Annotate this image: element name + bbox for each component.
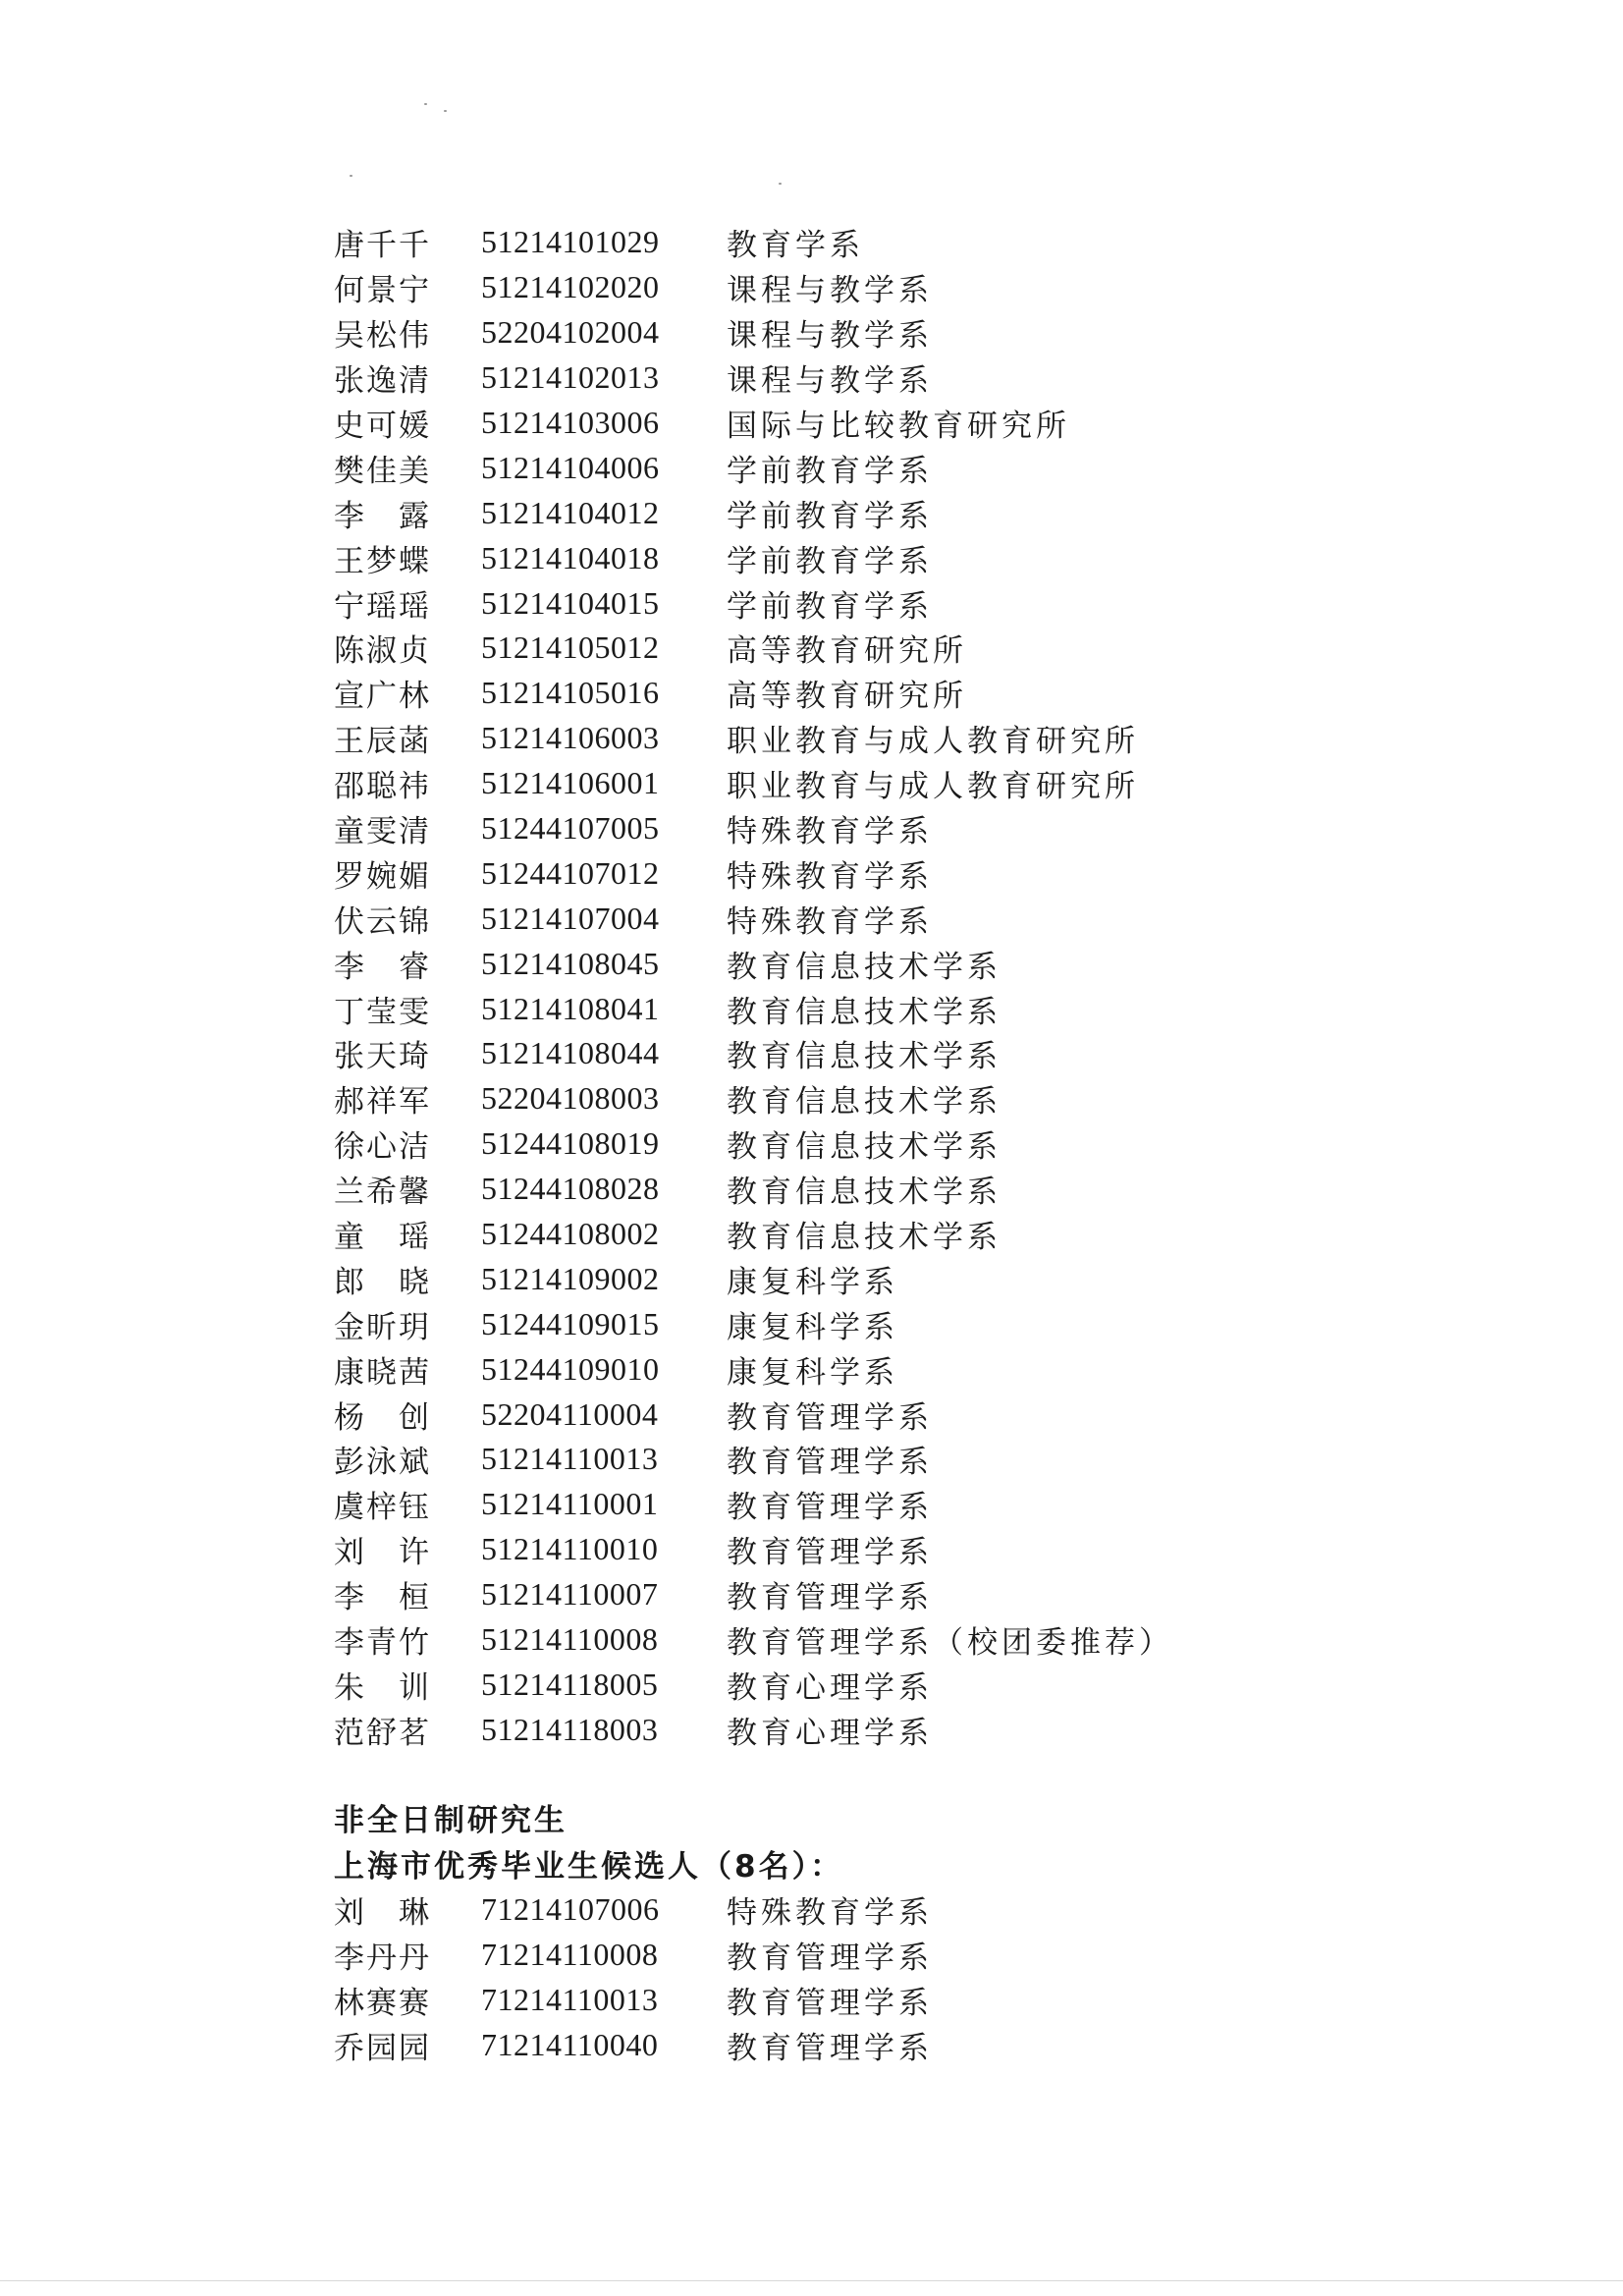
student-id: 51244107005 xyxy=(481,810,660,847)
student-id: 51214105016 xyxy=(481,675,660,711)
student-name: 王辰菡 xyxy=(334,724,431,760)
student-name: 李青竹 xyxy=(334,1625,431,1662)
department: 学前教育学系 xyxy=(727,453,933,489)
list-item xyxy=(334,445,1414,490)
student-id: 51214105012 xyxy=(481,629,660,666)
list-item xyxy=(334,310,1414,355)
student-name: 范舒茗 xyxy=(334,1715,431,1751)
student-name: 刘 琳 xyxy=(334,1895,431,1932)
student-name: 张逸清 xyxy=(334,363,431,400)
student-name: 乔园园 xyxy=(334,2031,431,2067)
department: 教育信息技术学系 xyxy=(727,1039,1001,1075)
student-name: 罗婉媚 xyxy=(334,858,431,895)
full-time-candidate-list xyxy=(334,220,1414,1752)
student-name: 刘 许 xyxy=(334,1535,431,1571)
student-id: 51214102020 xyxy=(481,269,660,305)
student-id: 51214110008 xyxy=(481,1621,659,1658)
list-item xyxy=(334,1167,1414,1212)
department: 特殊教育学系 xyxy=(727,1895,933,1932)
list-item xyxy=(334,1346,1414,1392)
department: 教育管理学系 xyxy=(727,1535,933,1571)
department: 课程与教学系 xyxy=(727,363,933,400)
list-item xyxy=(334,761,1414,806)
student-id: 51214118003 xyxy=(481,1711,659,1747)
student-id: 51214110010 xyxy=(481,1531,659,1567)
department: 教育管理学系 xyxy=(727,1490,933,1526)
department: 教育管理学系 xyxy=(727,1399,933,1436)
department: 特殊教育学系 xyxy=(727,814,933,850)
student-id: 51214107004 xyxy=(481,900,660,936)
student-id: 51214106003 xyxy=(481,720,660,756)
department: 职业教育与成人教育研究所 xyxy=(727,724,1139,760)
student-id: 51244109015 xyxy=(481,1305,660,1341)
department: 职业教育与成人教育研究所 xyxy=(727,769,1139,805)
student-id: 51214101029 xyxy=(481,224,660,260)
department: 高等教育研究所 xyxy=(727,633,967,670)
student-id: 51244108028 xyxy=(481,1171,660,1207)
list-item xyxy=(334,535,1414,580)
scan-speck xyxy=(779,183,782,185)
list-item xyxy=(334,1707,1414,1752)
list-item xyxy=(334,1212,1414,1257)
list-item xyxy=(334,1617,1414,1663)
student-name: 徐心洁 xyxy=(334,1129,431,1166)
student-id: 51244108019 xyxy=(481,1125,660,1162)
department: 教育信息技术学系 xyxy=(727,1175,1001,1211)
student-id: 51214110007 xyxy=(481,1576,659,1613)
department: 特殊教育学系 xyxy=(727,903,933,940)
department: 教育管理学系（校团委推荐） xyxy=(727,1625,1173,1662)
student-name: 何景宁 xyxy=(334,273,431,309)
student-name: 林赛赛 xyxy=(334,1986,431,2022)
student-id: 51214108045 xyxy=(481,945,660,981)
department: 教育信息技术学系 xyxy=(727,1220,1001,1256)
student-name: 史可媛 xyxy=(334,409,431,444)
list-item xyxy=(334,716,1414,761)
student-name: 王梦蝶 xyxy=(334,543,431,579)
list-item xyxy=(334,941,1414,986)
list-item xyxy=(334,1392,1414,1437)
student-name: 陈淑贞 xyxy=(334,633,431,670)
student-id: 51214118005 xyxy=(481,1666,659,1702)
part-time-candidate-list xyxy=(334,1887,1414,2068)
list-item xyxy=(334,671,1414,716)
student-name: 张天琦 xyxy=(334,1039,431,1075)
list-item xyxy=(334,1887,1414,1933)
student-name: 李 露 xyxy=(334,498,431,534)
student-name: 兰希馨 xyxy=(334,1175,431,1211)
student-name: 虞梓钰 xyxy=(334,1490,431,1526)
list-item xyxy=(334,1663,1414,1708)
student-name: 唐千千 xyxy=(334,228,431,264)
student-id: 51214108044 xyxy=(481,1035,660,1071)
list-item xyxy=(334,1572,1414,1617)
student-name: 康晓茜 xyxy=(334,1354,431,1391)
list-item xyxy=(334,850,1414,896)
student-id: 51214102013 xyxy=(481,359,660,396)
department: 康复科学系 xyxy=(727,1354,898,1391)
department: 学前教育学系 xyxy=(727,498,933,534)
student-id: 71214110040 xyxy=(481,2027,659,2063)
student-id: 51244109010 xyxy=(481,1350,660,1387)
list-item xyxy=(334,1437,1414,1482)
student-name: 朱 训 xyxy=(334,1669,431,1706)
student-id: 51214104018 xyxy=(481,539,660,575)
list-item xyxy=(334,806,1414,851)
department: 教育管理学系 xyxy=(727,2031,933,2067)
student-id: 52204110004 xyxy=(481,1395,659,1432)
list-item xyxy=(334,401,1414,446)
scan-speck xyxy=(350,175,352,177)
list-item xyxy=(334,1076,1414,1121)
department: 课程与教学系 xyxy=(727,318,933,355)
department: 学前教育学系 xyxy=(727,543,933,579)
department: 教育信息技术学系 xyxy=(727,1129,1001,1166)
department: 教育管理学系 xyxy=(727,1941,933,1977)
department: 教育学系 xyxy=(727,228,864,264)
list-item xyxy=(334,1121,1414,1167)
student-name: 樊佳美 xyxy=(334,453,431,489)
list-item xyxy=(334,986,1414,1031)
student-id: 51214109002 xyxy=(481,1260,660,1296)
list-item xyxy=(334,1978,1414,2023)
department: 教育管理学系 xyxy=(727,1986,933,2022)
list-item xyxy=(334,1031,1414,1076)
list-item xyxy=(334,1527,1414,1572)
student-name: 丁莹雯 xyxy=(334,994,431,1030)
student-name: 金昕玥 xyxy=(334,1309,431,1345)
student-name: 李 睿 xyxy=(334,949,431,985)
department: 特殊教育学系 xyxy=(727,858,933,895)
department: 教育心理学系 xyxy=(727,1715,933,1751)
student-id: 51214104012 xyxy=(481,494,660,530)
student-id: 51214106001 xyxy=(481,765,660,801)
student-name: 郎 晓 xyxy=(334,1264,431,1300)
student-name: 吴松伟 xyxy=(334,318,431,355)
list-item xyxy=(334,220,1414,265)
student-id: 51214104015 xyxy=(481,584,660,621)
department: 课程与教学系 xyxy=(727,273,933,309)
list-item xyxy=(334,490,1414,535)
student-name: 邵聪祎 xyxy=(334,769,431,805)
department: 教育信息技术学系 xyxy=(727,1084,1001,1121)
student-id: 52204102004 xyxy=(481,314,660,351)
student-name: 宣广林 xyxy=(334,679,431,715)
department: 教育管理学系 xyxy=(727,1580,933,1616)
department: 康复科学系 xyxy=(727,1264,898,1300)
student-id: 71214110013 xyxy=(481,1982,659,2018)
student-id: 71214107006 xyxy=(481,1891,660,1928)
part-time-heading: 非全日制研究生 xyxy=(334,1803,568,1838)
list-item xyxy=(334,2023,1414,2068)
part-time-subheading: 上海市优秀毕业生候选人（8名）： xyxy=(334,1849,844,1885)
student-id: 51214104006 xyxy=(481,449,660,485)
student-name: 李丹丹 xyxy=(334,1941,431,1977)
department: 教育管理学系 xyxy=(727,1445,933,1481)
student-name: 童 瑶 xyxy=(334,1220,431,1256)
student-name: 宁瑶瑶 xyxy=(334,588,431,625)
student-name: 李 桓 xyxy=(334,1580,431,1616)
student-id: 71214110008 xyxy=(481,1937,659,1973)
student-id: 51214110001 xyxy=(481,1486,659,1522)
student-name: 童雯清 xyxy=(334,814,431,850)
list-item xyxy=(334,580,1414,626)
scan-edge-line xyxy=(0,2280,1623,2281)
list-item xyxy=(334,1256,1414,1301)
department: 国际与比较教育研究所 xyxy=(727,409,1070,444)
student-id: 51244108002 xyxy=(481,1216,660,1252)
student-id: 51214103006 xyxy=(481,405,660,440)
department: 高等教育研究所 xyxy=(727,679,967,715)
list-item xyxy=(334,626,1414,671)
scan-speck xyxy=(424,103,427,105)
student-id: 51214110013 xyxy=(481,1441,659,1477)
student-id: 51244107012 xyxy=(481,854,660,891)
department: 教育信息技术学系 xyxy=(727,949,1001,985)
department: 教育信息技术学系 xyxy=(727,994,1001,1030)
student-name: 郝祥军 xyxy=(334,1084,431,1121)
student-id: 51214108041 xyxy=(481,990,660,1026)
list-item xyxy=(334,896,1414,941)
department: 学前教育学系 xyxy=(727,588,933,625)
department: 康复科学系 xyxy=(727,1309,898,1345)
department: 教育心理学系 xyxy=(727,1669,933,1706)
list-item xyxy=(334,265,1414,310)
student-name: 彭泳斌 xyxy=(334,1445,431,1481)
student-name: 伏云锦 xyxy=(334,903,431,940)
student-name: 杨 创 xyxy=(334,1399,431,1436)
list-item xyxy=(334,1301,1414,1346)
list-item xyxy=(334,1933,1414,1978)
student-id: 52204108003 xyxy=(481,1080,660,1117)
scan-speck xyxy=(444,110,447,112)
list-item xyxy=(334,1482,1414,1527)
list-item xyxy=(334,355,1414,401)
